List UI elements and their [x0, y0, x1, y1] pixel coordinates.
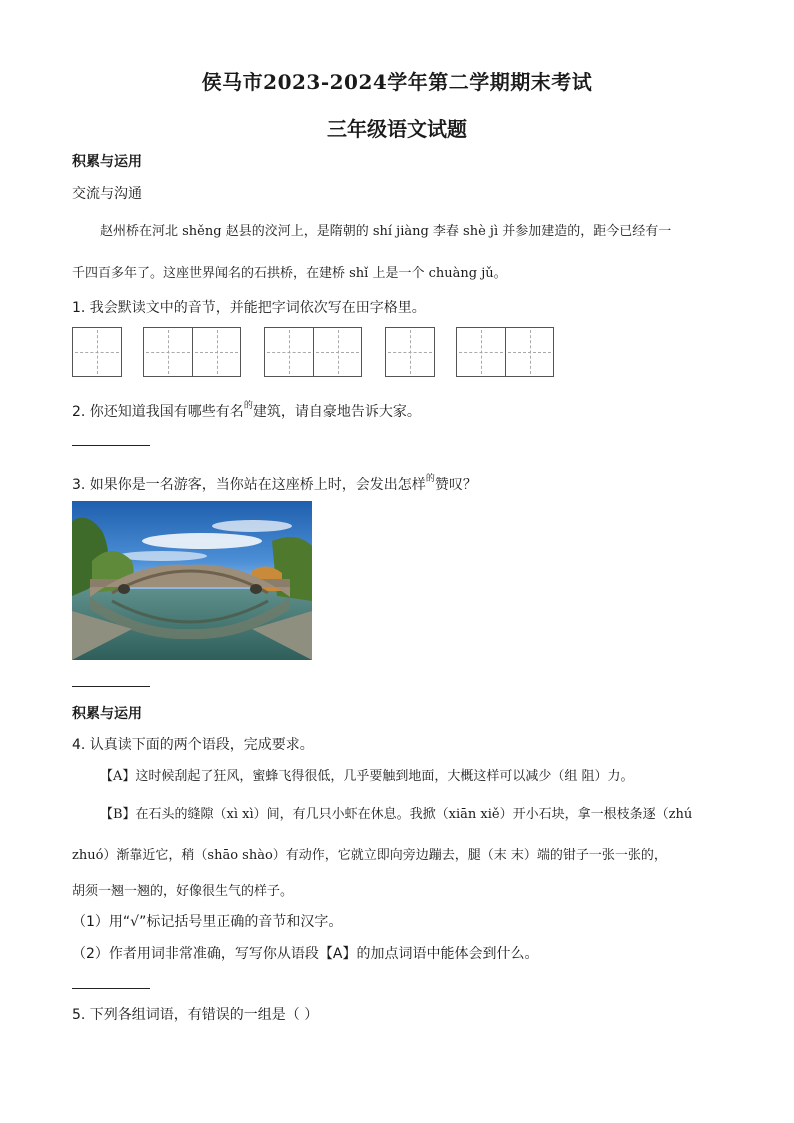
exam-title: 侯马市2023-2024学年第二学期期末考试	[201, 70, 593, 94]
exam-subtitle: 三年级语文试题	[327, 117, 467, 141]
section-heading-2: 积累与运用	[72, 706, 142, 722]
question-2-text-a: 2. 你还知道我国有哪些有名	[72, 404, 244, 420]
section-subheading: 交流与沟通	[72, 186, 142, 202]
section-heading-1: 积累与运用	[72, 154, 142, 170]
tianzige-cell[interactable]	[457, 328, 505, 376]
question-3-de: 的	[425, 474, 435, 484]
question-1: 1. 我会默读文中的音节，并能把字词依次写在田字格里。	[72, 300, 426, 316]
answer-line-3[interactable]	[72, 686, 150, 687]
tianzige-cell[interactable]	[313, 328, 361, 376]
tianzige-group-5[interactable]	[456, 327, 554, 377]
question-3-text-b: 赞叹？	[434, 477, 477, 493]
tianzige-cell[interactable]	[73, 328, 121, 376]
paragraph-b-line-2: zhuó）渐靠近它，稍（shāo shào）有动作，它就立即向旁边蹦去，腿（末 末）端的钳子一张一张的，	[72, 848, 667, 863]
question-2-text-b: 建筑，请自豪地告诉大家。	[252, 404, 421, 420]
question-2-de: 的	[243, 401, 253, 411]
question-3	[72, 471, 477, 494]
passage-line-2: 千四百多年了。这座世界闻名的石拱桥，在建桥 shǐ 上是一个 chuàng jǔ。	[72, 266, 507, 281]
tianzige-cell[interactable]	[505, 328, 553, 376]
sub-question-1: （1）用“√”标记括号里正确的音节和汉字。	[72, 914, 343, 930]
tianzige-cell[interactable]	[386, 328, 434, 376]
paragraph-b-line-1: 【B】在石头的缝隙（xì xì）间，有几只小虾在休息。我掀（xiān xiě）开小石块，拿一根枝条逐（zhú	[100, 807, 693, 822]
tianzige-group-3[interactable]	[264, 327, 362, 377]
tianzige-cell[interactable]	[192, 328, 240, 376]
tianzige-cell[interactable]	[144, 328, 192, 376]
tianzige-group-4[interactable]	[385, 327, 435, 377]
question-4: 4. 认真读下面的两个语段，完成要求。	[72, 737, 314, 753]
question-5: 5. 下列各组词语，有错误的一组是（ ）	[72, 1007, 319, 1023]
question-3-text-a: 3. 如果你是一名游客，当你站在这座桥上时，会发出怎样	[72, 477, 426, 493]
paragraph-a: 【A】这时候刮起了狂风，蜜蜂飞得很低，几乎要触到地面，大概这样可以减少（组 阻）力。	[100, 769, 634, 784]
tianzige-group-1[interactable]	[72, 327, 122, 377]
passage-line-1: 赵州桥在河北 shěng 赵县的洨河上，是隋朝的 shí jiàng 李春 shè jì 并参加建造的，距今已经有一	[100, 224, 672, 239]
stone-arch-bridge-photo	[72, 501, 312, 660]
tianzige-cell[interactable]	[265, 328, 313, 376]
sub-question-2: （2）作者用词非常准确，写写你从语段【A】的加点词语中能体会到什么。	[72, 946, 539, 962]
question-2	[72, 398, 421, 421]
answer-line-4[interactable]	[72, 988, 150, 989]
bridge-photo-svg	[72, 501, 312, 660]
answer-line-2[interactable]	[72, 445, 150, 446]
tianzige-group-2[interactable]	[143, 327, 241, 377]
paragraph-b-line-3: 胡须一翘一翘的，好像很生气的样子。	[72, 884, 294, 899]
